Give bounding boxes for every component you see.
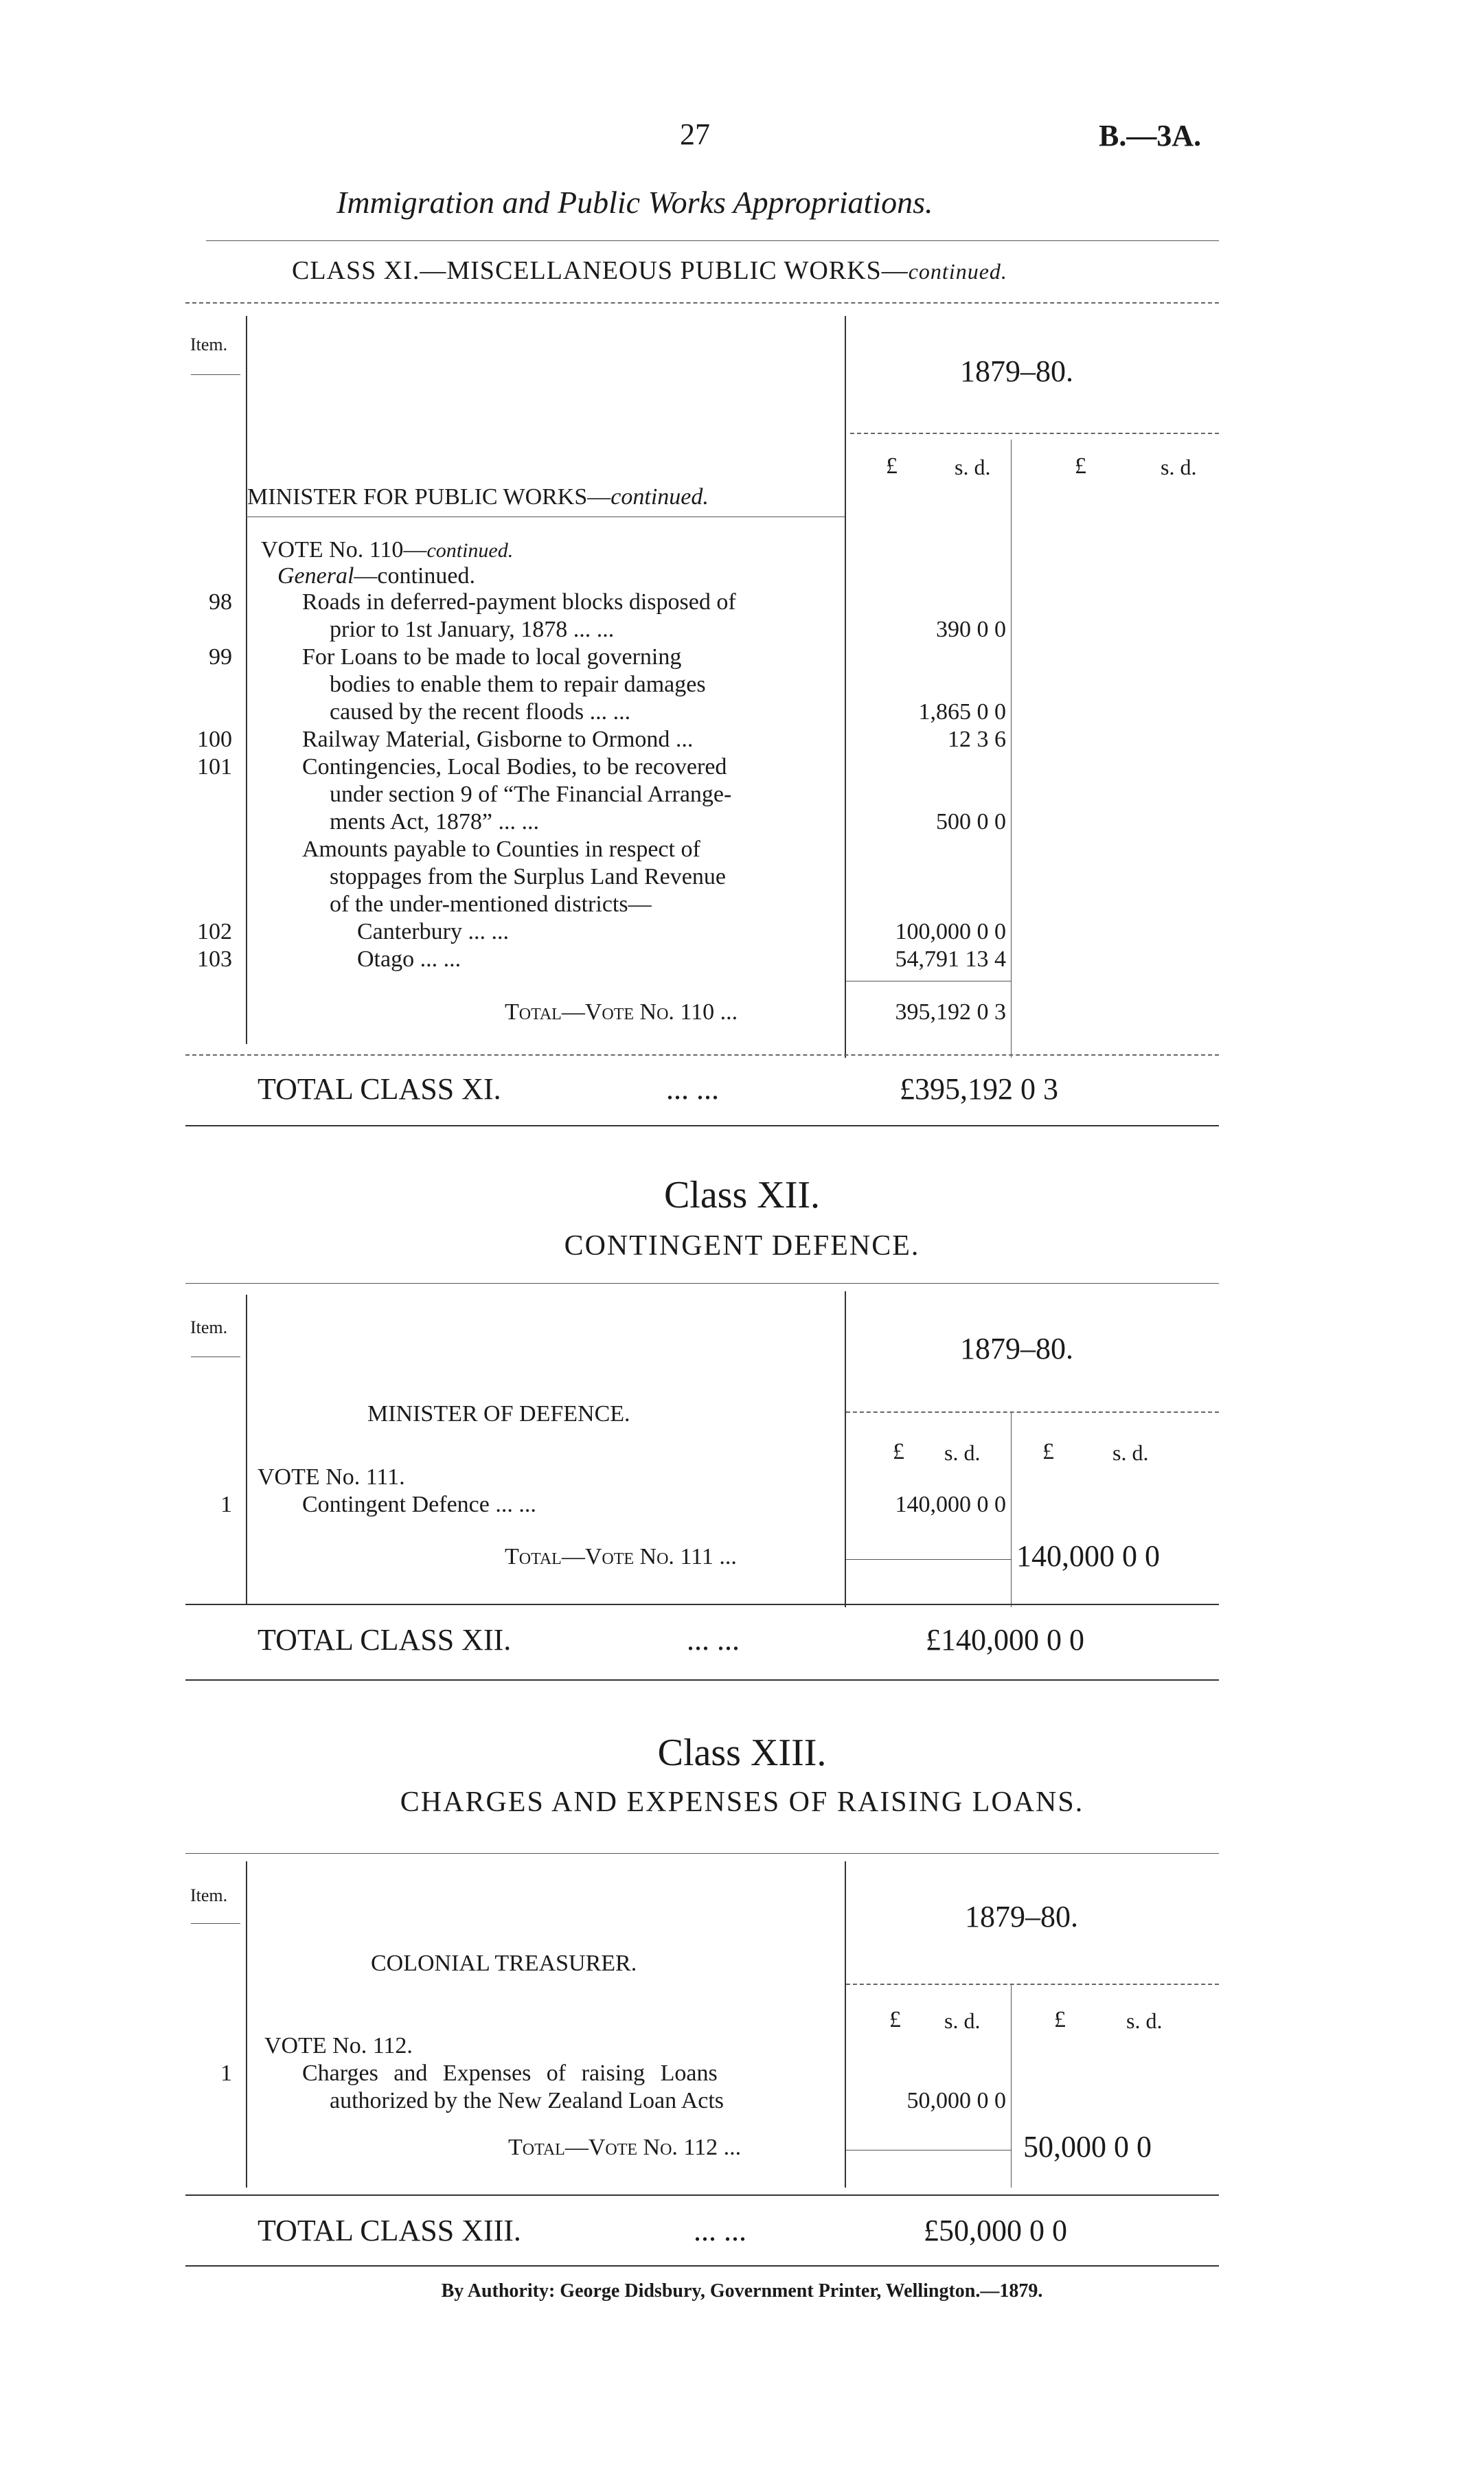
class-total-dots: ... ...	[687, 1623, 740, 1657]
item-number: 100	[197, 727, 232, 752]
line-text: Contingent Defence ... ...	[302, 1492, 536, 1517]
class-xiii-title: Class XIII.	[657, 1732, 827, 1774]
item-number: 102	[197, 919, 232, 944]
line-amount: 50,000 0 0	[906, 2088, 1006, 2113]
pound-header-2: £	[1054, 2007, 1066, 2032]
class-xiii-subtitle: CHARGES AND EXPENSES OF RAISING LOANS.	[400, 1786, 1084, 1818]
line-amount: 100,000 0 0	[895, 919, 1006, 944]
line-text: stoppages from the Surplus Land Revenue	[330, 864, 726, 889]
line-text: under section 9 of “The Financial Arrange-	[330, 782, 732, 807]
document-reference: B.—3A.	[1099, 119, 1202, 152]
item-number: 103	[197, 946, 232, 972]
line-text: Railway Material, Gisborne to Ormond ...	[302, 727, 694, 752]
vote-heading: VOTE No. 111.	[258, 1464, 405, 1490]
class-xi-heading: CLASS XI.—MISCELLANEOUS PUBLIC WORKS—continued.	[292, 256, 1007, 285]
minister-heading: MINISTER OF DEFENCE.	[367, 1401, 630, 1427]
class-total-dots: ... ...	[694, 2214, 746, 2247]
vote-total-label: Total—Vote No. 112 ...	[508, 2135, 742, 2160]
class-xii-subtitle: CONTINGENT DEFENCE.	[564, 1230, 920, 1262]
class-xii-title: Class XII.	[663, 1174, 821, 1216]
line-text: of the under-mentioned districts—	[330, 892, 652, 917]
year-column-header: 1879–80.	[960, 354, 1073, 388]
line-amount: 500 0 0	[936, 809, 1006, 835]
line-text: Canterbury ... ...	[357, 919, 509, 944]
general-heading: General—continued.	[277, 563, 475, 589]
line-text: Otago ... ...	[357, 946, 461, 972]
line-amount: 1,865 0 0	[918, 699, 1006, 725]
line-text: prior to 1st January, 1878 ... ...	[330, 617, 615, 642]
class-total-label: TOTAL CLASS XI.	[258, 1072, 501, 1106]
vote-total-amount: 50,000 0 0	[1023, 2130, 1152, 2164]
line-text: Roads in deferred-payment blocks disposed of	[302, 589, 736, 615]
class-total-amount: £140,000 0 0	[926, 1623, 1084, 1657]
item-column-header: Item.	[190, 1885, 228, 1905]
class-total-label: TOTAL CLASS XIII.	[258, 2214, 521, 2247]
pound-header-2: £	[1075, 453, 1086, 479]
line-amount: 140,000 0 0	[895, 1492, 1006, 1517]
item-column-header: Item.	[190, 1317, 228, 1337]
line-text: authorized by the New Zealand Loan Acts	[330, 2088, 724, 2113]
pound-header: £	[886, 453, 898, 479]
class-total-label: TOTAL CLASS XII.	[258, 1623, 512, 1657]
item-number: 1	[220, 1492, 232, 1517]
pound-header-2: £	[1042, 1439, 1054, 1464]
line-text: For Loans to be made to local governing	[302, 644, 682, 670]
sd-header: s. d.	[944, 1440, 981, 1465]
vote-total-label: Total—Vote No. 111 ...	[505, 1544, 737, 1569]
sd-header-2: s. d.	[1126, 2008, 1163, 2033]
line-text: Charges and Expenses of raising Loans	[302, 2061, 718, 2086]
line-text: ments Act, 1878” ... ...	[330, 809, 540, 835]
line-text: caused by the recent floods ... ...	[330, 699, 631, 725]
sd-header: s. d.	[944, 2008, 981, 2033]
line-amount: 54,791 13 4	[895, 946, 1006, 972]
item-number: 98	[209, 589, 232, 615]
class-total-dots: ... ...	[666, 1072, 719, 1106]
class-total-amount: £50,000 0 0	[924, 2214, 1067, 2247]
printer-imprint: By Authority: George Didsbury, Government Printer, Wellington.—1879.	[441, 2280, 1043, 2302]
pound-header: £	[893, 1439, 904, 1464]
line-amount: 12 3 6	[948, 727, 1006, 752]
line-amount: 390 0 0	[936, 617, 1006, 642]
item-number: 101	[197, 754, 232, 780]
page-number: 27	[680, 117, 710, 151]
class-total-amount: £395,192 0 3	[900, 1072, 1058, 1106]
item-number: 1	[220, 2061, 232, 2086]
line-text: bodies to enable them to repair damages	[330, 672, 706, 697]
page-subtitle: Immigration and Public Works Appropriations.	[336, 185, 933, 220]
vote-total-amount: 395,192 0 3	[895, 999, 1006, 1025]
line-text: Contingencies, Local Bodies, to be recovered	[302, 754, 727, 780]
sd-header-2: s. d.	[1161, 455, 1197, 479]
year-column-header: 1879–80.	[965, 1900, 1078, 1933]
vote-heading: VOTE No. 112.	[264, 2033, 413, 2058]
vote-total-label: Total—Vote No. 110 ...	[505, 999, 738, 1025]
sd-header: s. d.	[955, 455, 991, 479]
item-number: 99	[209, 644, 232, 670]
vote-heading: VOTE No. 110—continued.	[261, 537, 514, 563]
pound-header: £	[889, 2007, 901, 2032]
item-column-header: Item.	[190, 334, 228, 354]
sd-header-2: s. d.	[1112, 1440, 1149, 1465]
year-column-header: 1879–80.	[960, 1332, 1073, 1365]
line-text: Amounts payable to Counties in respect of	[302, 837, 700, 862]
vote-total-amount: 140,000 0 0	[1016, 1539, 1160, 1573]
minister-heading: MINISTER FOR PUBLIC WORKS—continued.	[247, 484, 709, 510]
minister-heading: COLONIAL TREASURER.	[371, 1951, 637, 1976]
